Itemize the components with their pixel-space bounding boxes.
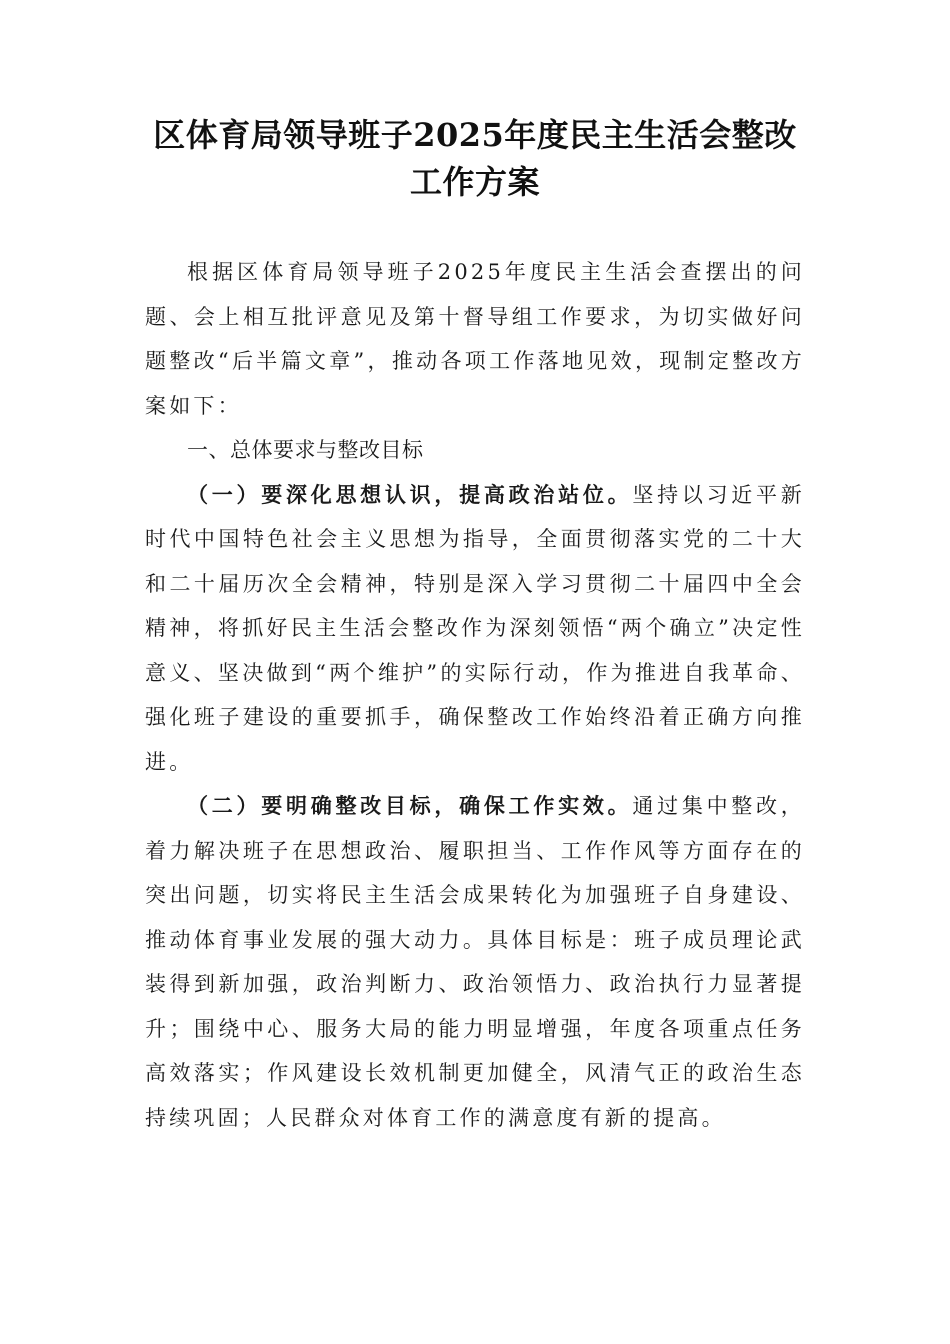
document-body (145, 250, 805, 1140)
subsection-1-paragraph (145, 473, 805, 785)
intro-paragraph: 根据区体育局领导班子2025年度民主生活会查摆出的问题、会上相互批评意见及第十督导组工作要求，为切实做好问题整改“后半篇文章”，推动各项工作落地见效，现制定整改方案如下： (145, 260, 805, 418)
subsection-2-text: 通过集中整改，着力解决班子在思想政治、履职担当、工作作风等方面存在的突出问题，切实将民主生活会成果转化为加强班子自身建设、推动体育事业发展的强大动力。具体目标是：班子成员理论武装得到新加强，政治判断力、政治领悟力、政治执行力显著提升；围绕中心、服务大局的能力明显增强，年度各项重点任务高效落实；作风建设长效机制更加健全，风清气正的政治生态持续巩固；人民群众对体育工作的满意度有新的提高。 (145, 794, 805, 1130)
subsection-1-lead: （一）要深化思想认识，提高政治站位。 (187, 481, 633, 507)
subsection-2-paragraph (145, 784, 805, 1140)
subsection-2-lead: （二）要明确整改目标，确保工作实效。 (187, 793, 633, 818)
subsection-1-text: 坚持以习近平新时代中国特色社会主义思想为指导，全面贯彻落实党的二十大和二十届历次全会精神，特别是深入学习贯彻二十届四中全会精神，将抓好民主生活会整改作为深刻领悟“两个确立”决定性意义、坚决做到“两个维护”的实际行动，作为推进自我革命、强化班子建设的重要抓手，确保整改工作始终沿着正确方向推进。 (145, 482, 805, 774)
section-heading: 一、总体要求与整改目标 (187, 438, 424, 462)
document-title: 区体育局领导班子2025年度民主生活会整改工作方案 (153, 116, 797, 201)
